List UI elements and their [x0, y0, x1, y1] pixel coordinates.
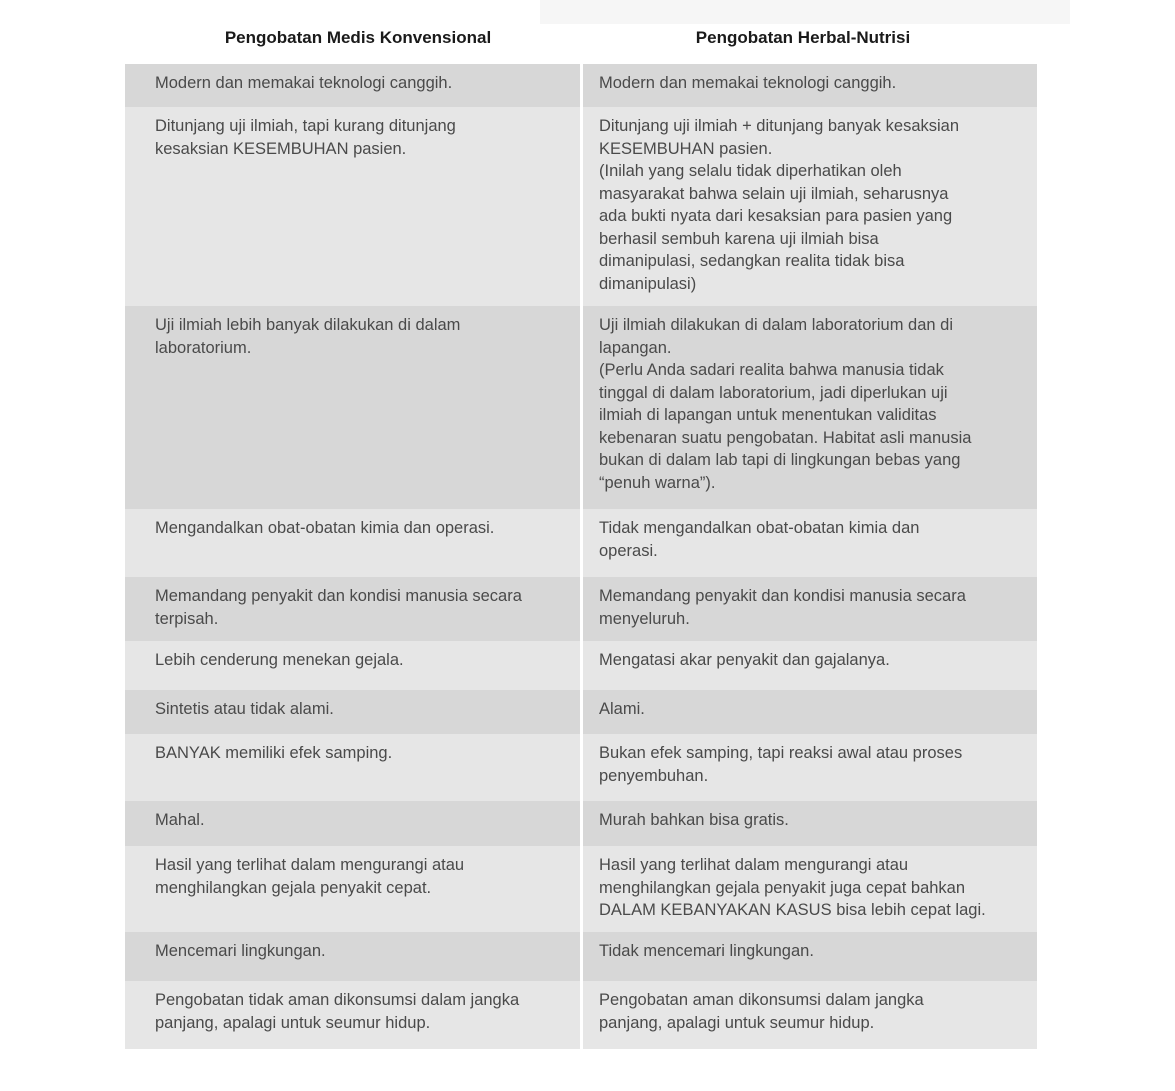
cell-conventional: Uji ilmiah lebih banyak dilakukan di dalam laboratorium.	[155, 316, 461, 357]
cell-conventional: Mengandalkan obat-obatan kimia dan operasi.	[155, 519, 495, 537]
cell-herbal: Mengatasi akar penyakit dan gajalanya.	[599, 651, 890, 669]
cell-herbal: Alami.	[599, 700, 645, 718]
cell-herbal: Modern dan memakai teknologi canggih.	[599, 74, 897, 92]
cell-herbal: Bukan efek samping, tapi reaksi awal atau proses penyembuhan.	[599, 744, 963, 785]
cell-conventional: Pengobatan tidak aman dikonsumsi dalam jangka panjang, apalagi untuk seumur hidup.	[155, 991, 520, 1032]
cell-herbal: Uji ilmiah dilakukan di dalam laboratorium dan di lapangan. (Perlu Anda sadari realita bahwa manusia tidak tinggal di dalam laboratorium, jadi diperlukan uji ilmiah di lapangan untuk menentukan validitas kebenaran suatu pengobatan. Habitat asli manusia bukan di dalam lab tapi di lingkungan bebas yang “penuh warna”).	[599, 316, 972, 492]
comparison-table	[125, 64, 1037, 1049]
cell-herbal: Ditunjang uji ilmiah + ditunjang banyak kesaksian KESEMBUHAN pasien. (Inilah yang selalu tidak diperhatikan oleh masyarakat bahwa selain uji ilmiah, seharusnya ada bukti nyata dari kesaksian para pasien yang berhasil sembuh karena uji ilmiah bisa dimanipulasi, sedangkan realita tidak bisa dimanipulasi)	[599, 117, 960, 293]
column-header-herbal: Pengobatan Herbal-Nutrisi	[695, 28, 911, 47]
cell-herbal: Pengobatan aman dikonsumsi dalam jangka panjang, apalagi untuk seumur hidup.	[599, 991, 924, 1032]
cell-conventional: BANYAK memiliki efek samping.	[155, 744, 393, 762]
cell-herbal: Tidak mengandalkan obat-obatan kimia dan operasi.	[599, 519, 920, 560]
column-divider	[580, 64, 583, 1049]
cell-conventional: Memandang penyakit dan kondisi manusia secara terpisah.	[155, 587, 522, 628]
cell-conventional: Ditunjang uji ilmiah, tapi kurang ditunjang kesaksian KESEMBUHAN pasien.	[155, 117, 456, 158]
cell-herbal: Hasil yang terlihat dalam mengurangi atau menghilangkan gejala penyakit juga cepat bahkan DALAM KEBANYAKAN KASUS bisa lebih cepat lagi.	[599, 856, 986, 919]
table-header	[125, 26, 1037, 56]
cell-conventional: Lebih cenderung menekan gejala.	[155, 651, 404, 669]
cell-conventional: Mahal.	[155, 811, 205, 829]
cell-conventional: Hasil yang terlihat dalam mengurangi atau menghilangkan gejala penyakit cepat.	[155, 856, 465, 897]
top-fade-decoration	[540, 0, 1070, 24]
cell-herbal: Tidak mencemari lingkungan.	[599, 942, 814, 960]
cell-herbal: Murah bahkan bisa gratis.	[599, 811, 789, 829]
cell-conventional: Mencemari lingkungan.	[155, 942, 326, 960]
column-header-conventional: Pengobatan Medis Konvensional	[224, 28, 492, 47]
cell-conventional: Sintetis atau tidak alami.	[155, 700, 334, 718]
cell-conventional: Modern dan memakai teknologi canggih.	[155, 74, 453, 92]
cell-herbal: Memandang penyakit dan kondisi manusia secara menyeluruh.	[599, 587, 966, 628]
